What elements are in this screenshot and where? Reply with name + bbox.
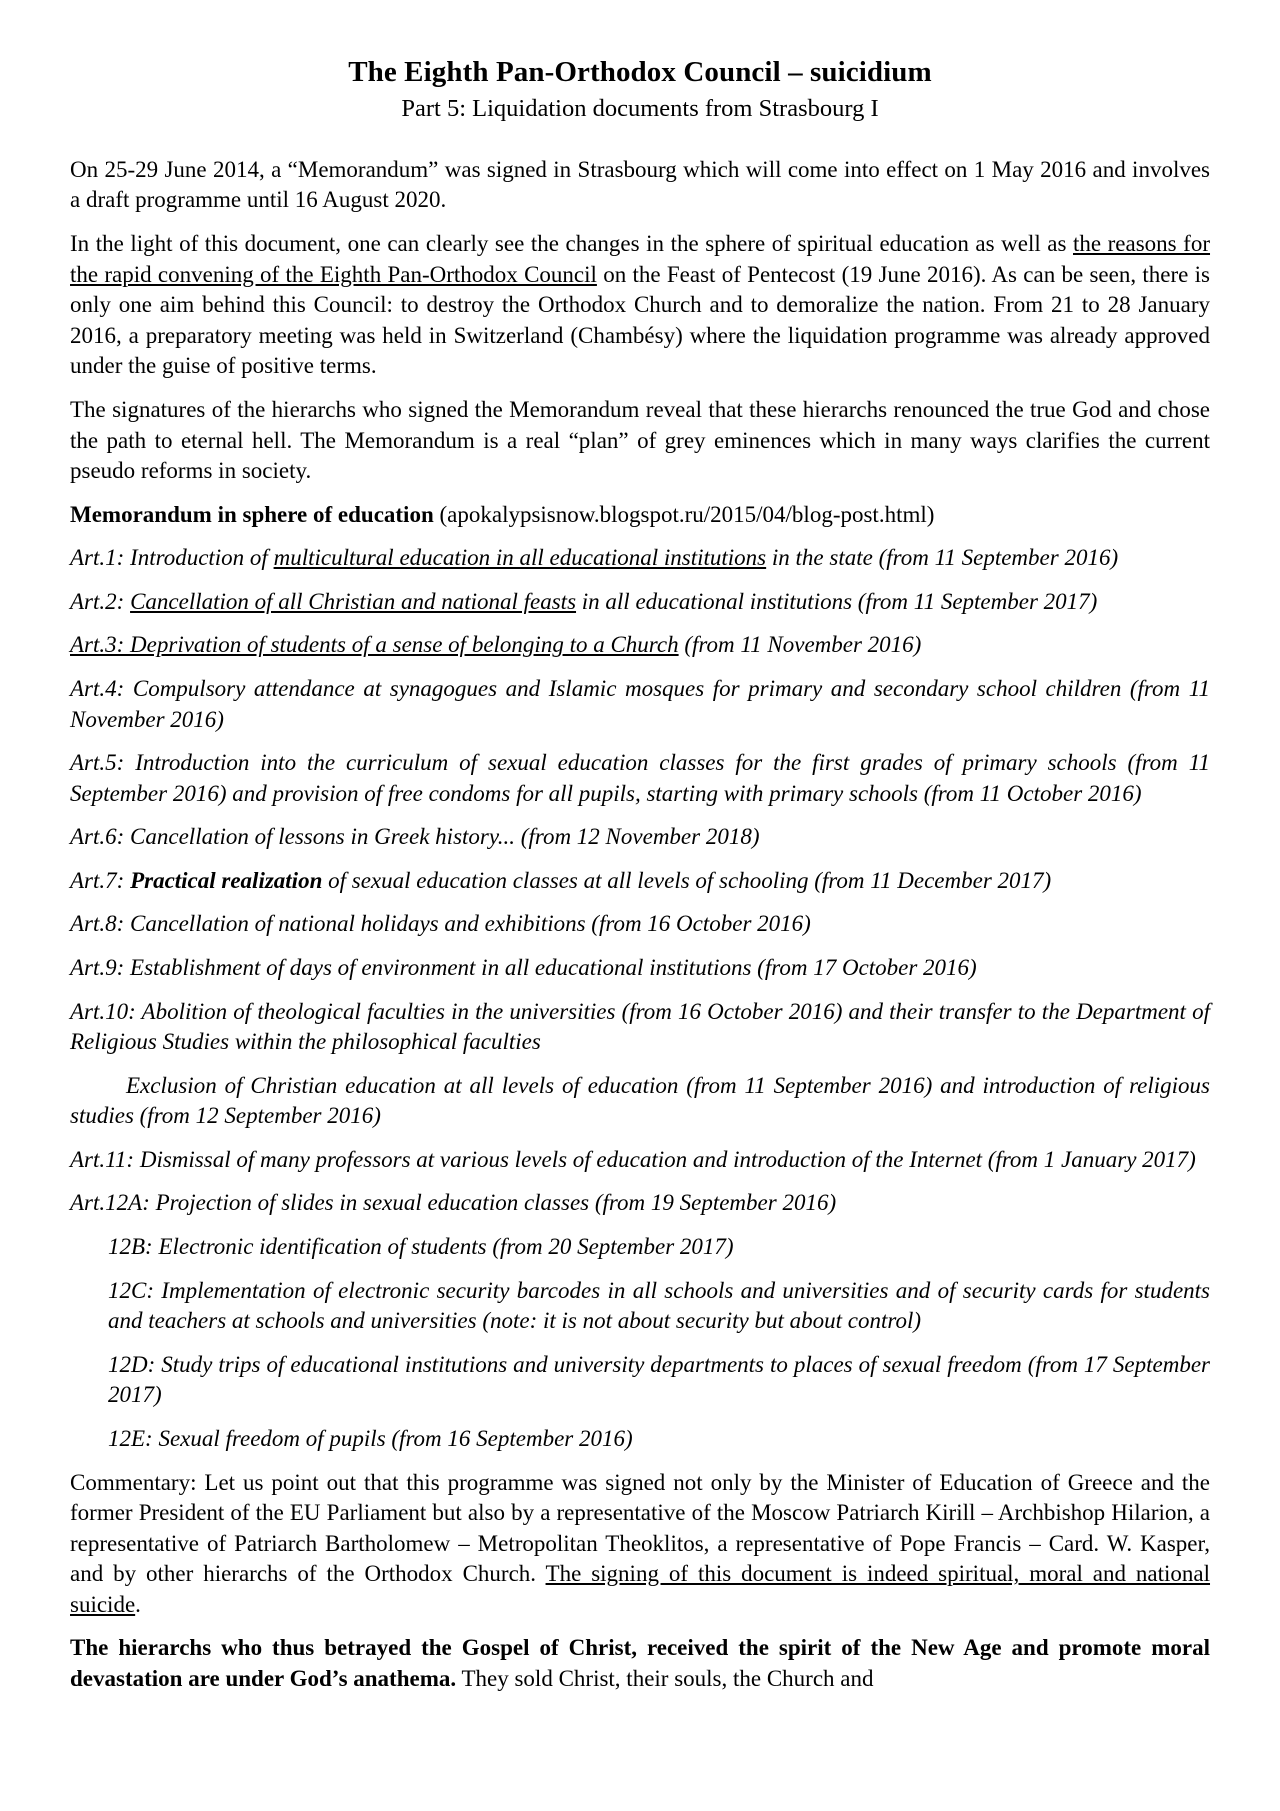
article-10: Art.10: Abolition of theological faculties in the universities (from 16 October 2016) and their transfer to the Department of Religious Studies within the philosophical faculties: [70, 998, 1210, 1055]
closing-normal-text: They sold Christ, their souls, the Church and: [456, 1666, 874, 1691]
article-12c: 12C: Implementation of electronic security barcodes in all schools and universities and of security cards for students and teachers at schools and universities (note: it is not about security but about control): [108, 1277, 1210, 1334]
article-12e: 12E: Sexual freedom of pupils (from 16 September 2016): [108, 1425, 633, 1451]
intro-paragraph-3: The signatures of the hierarchs who signed the Memorandum reveal that these hierarchs renounced the true God and chose the path to eternal hell. The Memorandum is a real “plan” of grey eminences which in many ways clarifies the current pseudo reforms in society.: [70, 396, 1210, 484]
intro-p2-after: on the Feast of Pentecost (19 June 2016). As can be seen, there is only one aim behind this Council: to destroy the Orthodox Church and to demoralize the nation. From 21 to 28 January 2016, a preparatory meeting was held in Switzerland (Chambésy) where the liquidation programme was already approved under the guise of positive terms.: [70, 261, 1210, 379]
intro-paragraph-2: [70, 229, 1210, 382]
commentary-paragraph: [70, 1468, 1210, 1621]
article-2: [70, 587, 1210, 618]
article-9: Art.9: Establishment of days of environment in all educational institutions (from 17 October 2016): [70, 955, 977, 981]
article-2-after: in all educational institutions (from 11 September 2017): [576, 588, 1098, 614]
closing-bold-statement: The hierarchs who thus betrayed the Gospel of Christ, received the spirit of the New Age and promote moral devastation are under God’s anathema.: [70, 1635, 1210, 1691]
memorandum-heading-bold: Memorandum in sphere of education: [70, 501, 434, 527]
article-7: [70, 866, 1210, 897]
commentary-underlined-phrase: The signing of this document is indeed spiritual, moral and national suicide: [70, 1561, 1211, 1617]
closing-paragraph: [70, 1633, 1210, 1694]
intro-p2-underlined-phrase: the reasons for the rapid convening of the Eighth Pan-Orthodox Council: [70, 231, 1211, 287]
article-3-after: (from 11 November 2016): [678, 632, 922, 658]
intro-p2-before: In the light of this document, one can clearly see the changes in the sphere of spiritual education as well as: [70, 231, 1073, 257]
article-3: [70, 630, 1210, 661]
page-title: The Eighth Pan-Orthodox Council – suicidium: [348, 56, 932, 88]
article-11: Art.11: Dismissal of many professors at various levels of education and introduction of the Internet (from 1 January 2017): [70, 1146, 1196, 1172]
intro-paragraph-1: On 25-29 June 2014, a “Memorandum” was signed in Strasbourg which will come into effect on 1 May 2016 and involves a draft programme until 16 August 2020.: [70, 156, 1210, 213]
article-2-underlined-phrase: Cancellation of all Christian and national feasts: [130, 588, 577, 614]
commentary-before: Commentary: Let us point out that this programme was signed not only by the Minister of Education of Greece and the former President of the EU Parliament but also by a representative of the Moscow Patriarch Kirill – Archbishop Hilarion, a representative of Patriarch Bartholomew – Metropolitan Theoklitos, a representative of Pope Francis – Card. W. Kasper, and by other hierarchs of the Orthodox Church.: [70, 1469, 1210, 1587]
commentary-after: .: [135, 1591, 141, 1617]
page-subtitle: Part 5: Liquidation documents from Strasbourg I: [401, 95, 879, 123]
article-12a: Art.12A: Projection of slides in sexual education classes (from 19 September 2016): [70, 1190, 837, 1216]
article-5: Art.5: Introduction into the curriculum of sexual education classes for the first grades of primary schools (from 11 September 2016) and provision of free condoms for all pupils, starting with primary schools (from 11 October 2016): [70, 750, 1210, 806]
article-12b: 12B: Electronic identification of students (from 20 September 2017): [108, 1234, 734, 1260]
article-8: Art.8: Cancellation of national holidays and exhibitions (from 16 October 2016): [70, 911, 811, 937]
article-10-exclusion-clause: Exclusion of Christian education at all levels of education (from 11 September 2016) and introduction of religious studies (from 12 September 2016): [70, 1072, 1210, 1129]
article-3-underlined-phrase: Art.3: Deprivation of students of a sense of belonging to a Church: [70, 632, 679, 658]
article-6: Art.6: Cancellation of lessons in Greek history... (from 12 November 2018): [70, 824, 760, 850]
article-1-underlined-phrase: multicultural education in all educational institutions: [273, 545, 767, 571]
article-7-bold-phrase: Practical realization: [130, 867, 323, 893]
article-1-after: in the state (from 11 September 2016): [766, 545, 1119, 571]
article-4: Art.4: Compulsory attendance at synagogues and Islamic mosques for primary and secondary school children (from 11 November 2016): [70, 675, 1210, 732]
article-12d: 12D: Study trips of educational institutions and university departments to places of sexual freedom (from 17 September 2017): [108, 1351, 1210, 1408]
memorandum-source-url: (apokalypsisnow.blogspot.ru/2015/04/blog-post.html): [433, 501, 935, 527]
article-1-before: Art.1: Introduction of: [70, 545, 274, 571]
article-2-before: Art.2:: [70, 588, 131, 614]
article-1: [70, 543, 1210, 574]
article-7-before: Art.7:: [70, 867, 131, 893]
article-7-after: of sexual education classes at all levels of schooling (from 11 December 2017): [322, 867, 1052, 893]
memorandum-heading: [70, 500, 1210, 531]
